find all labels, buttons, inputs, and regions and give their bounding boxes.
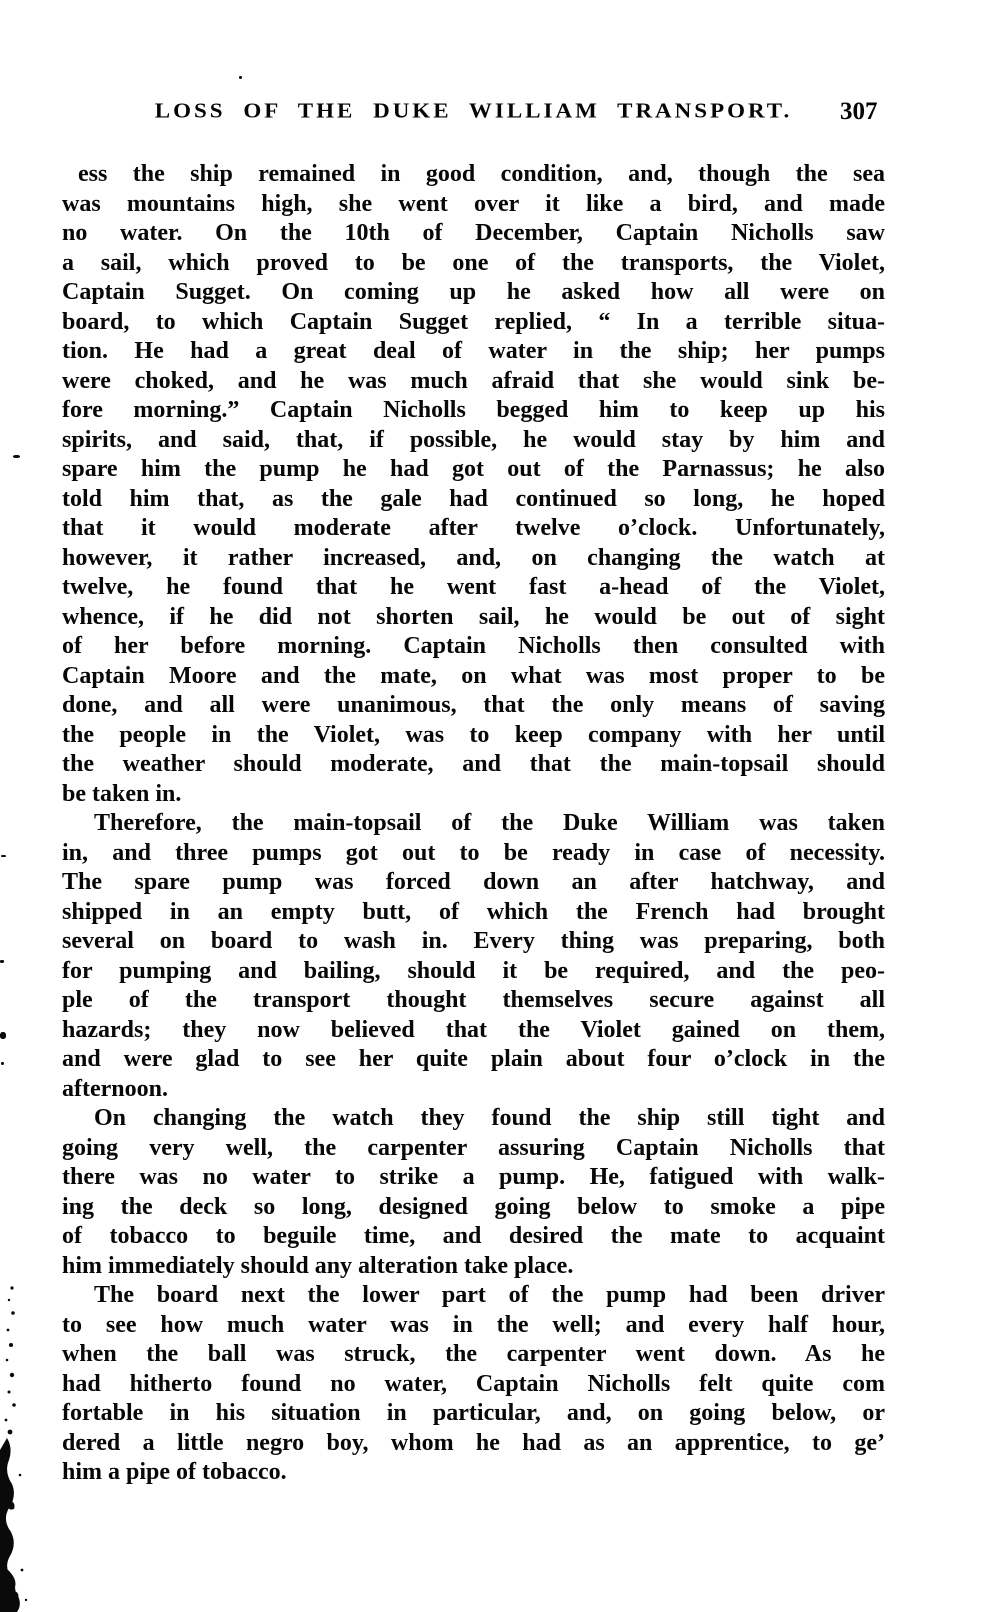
text-line: for pumping and bailing, should it be required, and the peo- — [62, 957, 885, 984]
page-text — [62, 160, 885, 1488]
text-line: him immediately should any alteration take place. — [62, 1252, 574, 1279]
text-line: of her before morning. Captain Nicholls then consulted with — [62, 633, 885, 659]
text-line: however, it rather increased, and, on changing the watch at — [62, 544, 885, 571]
text-line: ess the ship remained in good condition, and, though the sea — [78, 161, 885, 187]
text-line: done, and all were unanimous, that the only means of saving — [62, 692, 885, 718]
paragraph — [62, 1104, 885, 1281]
page-number: 307 — [840, 98, 878, 125]
text-line: Therefore, the main-topsail of the Duke William was taken — [94, 810, 885, 836]
ink-speck — [0, 960, 4, 963]
text-line: fortable in his situation in particular, and, on going below, or — [62, 1400, 885, 1426]
text-line: was mountains high, she went over it like a bird, and made — [62, 190, 885, 217]
text-line: The spare pump was forced down an after hatchway, and — [62, 869, 885, 895]
ink-speck — [239, 76, 242, 79]
text-line: several on board to wash in. Every thing was preparing, both — [62, 928, 885, 954]
text-line: On changing the watch they found the ship still tight and — [94, 1105, 885, 1131]
text-line: be taken in. — [62, 780, 182, 807]
text-line: the weather should moderate, and that the main-topsail should — [62, 751, 885, 777]
text-line: twelve, he found that he went fast a-head of the Violet, — [62, 574, 885, 600]
text-line: shipped in an empty butt, of which the French had brought — [62, 898, 885, 925]
running-header — [62, 98, 885, 128]
text-line: a sail, which proved to be one of the transports, the Violet, — [62, 249, 885, 276]
paragraph — [62, 160, 885, 809]
text-line: Captain Moore and the mate, on what was most proper to be — [62, 662, 885, 689]
text-line: when the ball was struck, the carpenter went down. As he — [62, 1341, 885, 1367]
paragraph — [62, 809, 885, 1104]
text-line: in, and three pumps got out to be ready in case of necessity. — [62, 839, 885, 866]
text-line: told him that, as the gale had continued so long, he hoped — [62, 485, 885, 512]
text-line: whence, if he did not shorten sail, he would be out of sight — [62, 603, 885, 630]
text-line: going very well, the carpenter assuring Captain Nicholls that — [62, 1134, 885, 1161]
gutter-ink-artifact — [0, 1270, 42, 1612]
text-line: that it would moderate after twelve o’clock. Unfortunately, — [62, 515, 885, 541]
text-line: The board next the lower part of the pump had been driver — [94, 1282, 885, 1308]
text-line: were choked, and he was much afraid that she would sink be- — [62, 367, 885, 394]
ink-speck — [1, 855, 6, 857]
text-line: fore morning.” Captain Nicholls begged him to keep up his — [62, 397, 885, 423]
text-line: ing the deck so long, designed going below to smoke a pipe — [62, 1193, 885, 1220]
ink-speck — [13, 455, 20, 458]
text-line: no water. On the 10th of December, Captain Nicholls saw — [62, 220, 885, 246]
text-line: and were glad to see her quite plain about four o’clock in the — [62, 1046, 885, 1072]
text-line: him a pipe of tobacco. — [62, 1459, 287, 1485]
text-line: ple of the transport thought themselves secure against all — [62, 987, 885, 1013]
text-line: had hitherto found no water, Captain Nicholls felt quite com — [62, 1370, 885, 1397]
text-line: to see how much water was in the well; and every half hour, — [62, 1311, 885, 1338]
text-line: the people in the Violet, was to keep company with her until — [62, 721, 885, 748]
page-title: LOSS OF THE DUKE WILLIAM TRANSPORT. — [154, 99, 793, 123]
text-line: hazards; they now believed that the Violet gained on them, — [62, 1016, 885, 1043]
ink-speck — [1, 1062, 4, 1065]
text-line: there was no water to strike a pump. He, fatigued with walk- — [62, 1164, 885, 1190]
text-line: spare him the pump he had got out of the Parnassus; he also — [62, 456, 885, 482]
text-line: dered a little negro boy, whom he had as an apprentice, to ge’ — [62, 1429, 885, 1456]
text-line: Captain Sugget. On coming up he asked how all were on — [62, 279, 885, 305]
text-line: of tobacco to beguile time, and desired the mate to acquaint — [62, 1223, 885, 1249]
text-line: afternoon. — [62, 1075, 168, 1102]
text-line: tion. He had a great deal of water in the ship; her pumps — [62, 338, 885, 364]
text-line: spirits, and said, that, if possible, he would stay by him and — [62, 426, 885, 453]
ink-speck — [0, 1032, 6, 1039]
paragraph — [62, 1281, 885, 1488]
text-line: board, to which Captain Sugget replied, “ In a terrible situa- — [62, 308, 885, 335]
